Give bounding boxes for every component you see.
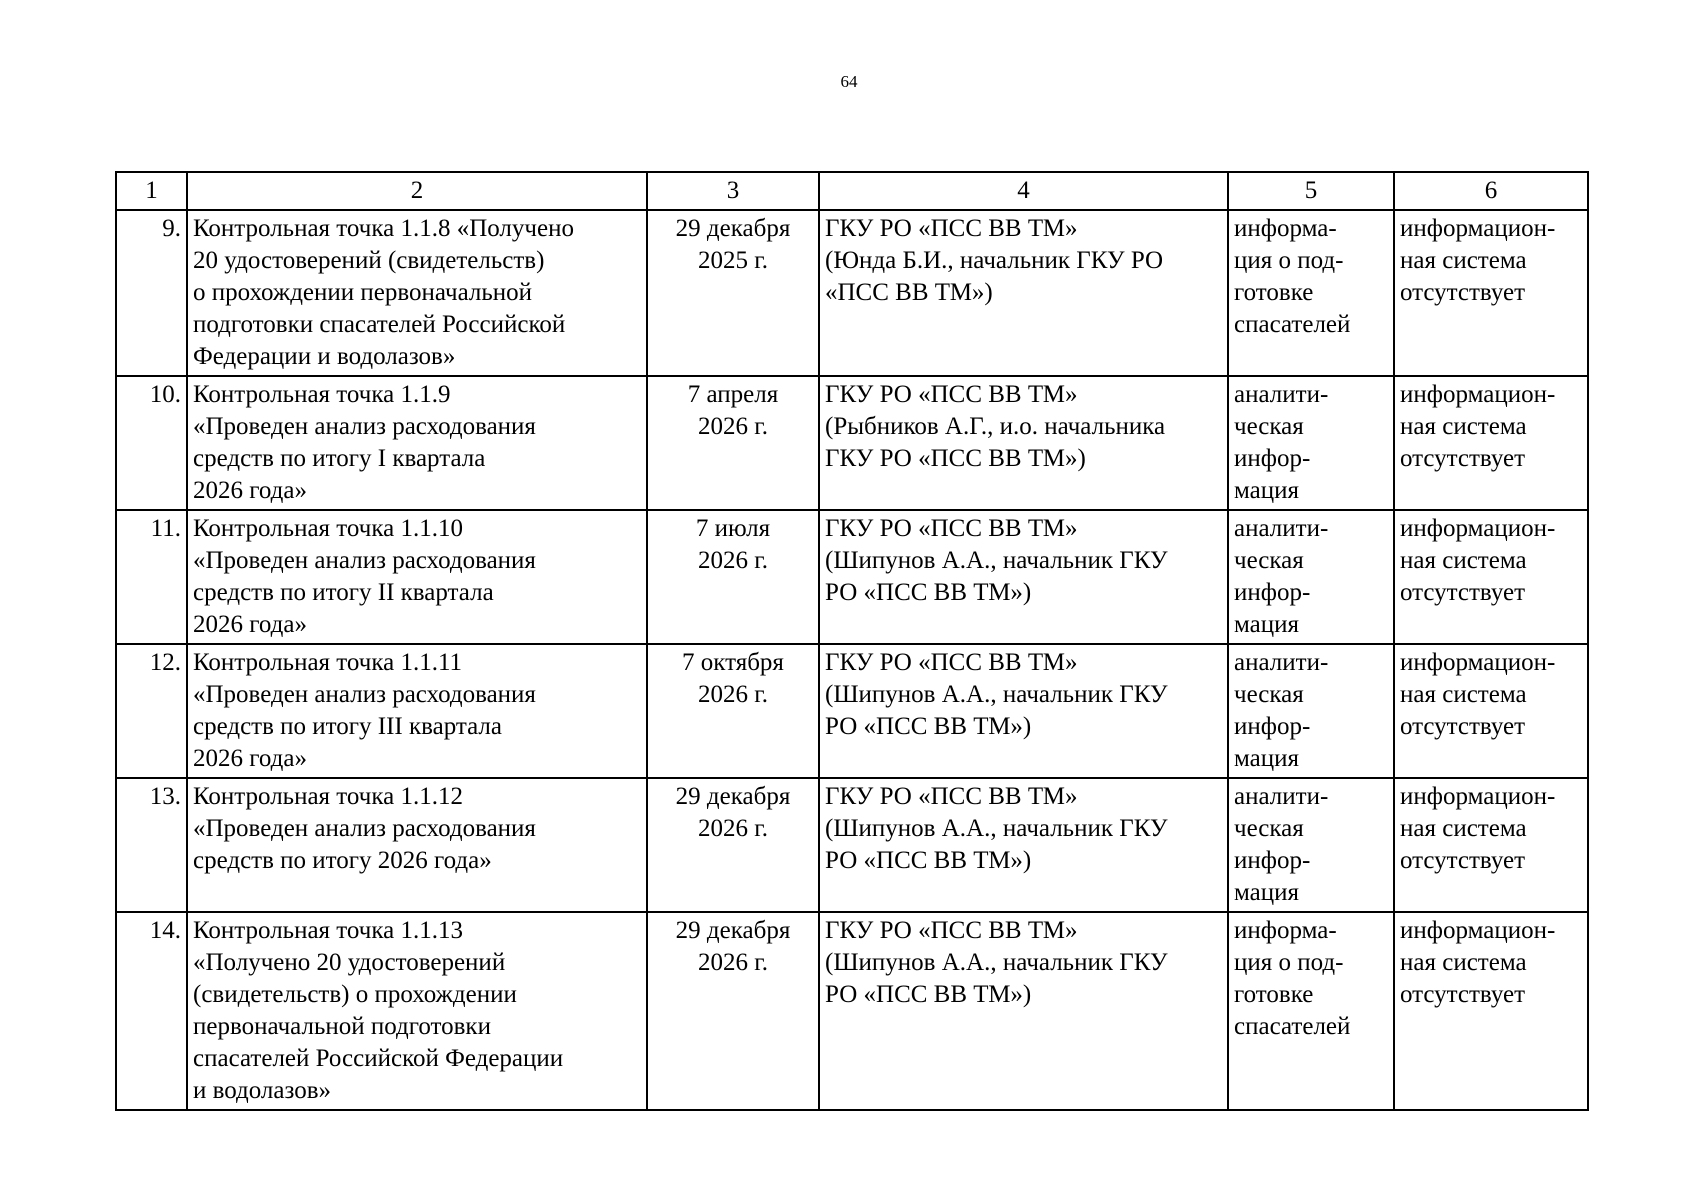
cell-line: (Шипунов А.А., начальник ГКУ	[825, 547, 1168, 574]
cell-line: информацион-	[1400, 515, 1556, 542]
cell-line: 2026 г.	[698, 547, 768, 574]
cell-line: «ПСС ВВ ТМ»)	[825, 279, 993, 306]
cell-line: 2026 года»	[193, 477, 307, 504]
cell-line: инфор-	[1234, 713, 1311, 740]
info-system-cell	[1394, 510, 1588, 644]
cell-line: аналити-	[1234, 381, 1329, 408]
cell-line: отсутствует	[1400, 445, 1526, 472]
cell-line: РО «ПСС ВВ ТМ»)	[825, 847, 1032, 874]
cell-line: отсутствует	[1400, 847, 1526, 874]
checkpoint-title-cell	[187, 210, 647, 376]
cell-line: информацион-	[1400, 381, 1556, 408]
cell-line: мация	[1234, 611, 1300, 638]
cell-line: РО «ПСС ВВ ТМ»)	[825, 713, 1032, 740]
cell-line: ГКУ РО «ПСС ВВ ТМ»	[825, 215, 1078, 242]
row-number-cell: 11.	[116, 510, 187, 644]
cell-line: РО «ПСС ВВ ТМ»)	[825, 981, 1032, 1008]
cell-line: (свидетельств) о прохождении	[193, 981, 517, 1008]
cell-line: информа-	[1234, 917, 1337, 944]
cell-line: инфор-	[1234, 445, 1311, 472]
info-system-cell	[1394, 210, 1588, 376]
document-type-cell	[1228, 912, 1394, 1110]
cell-line: ГКУ РО «ПСС ВВ ТМ»	[825, 649, 1078, 676]
cell-line: 20 удостоверений (свидетельств)	[193, 247, 545, 274]
cell-line: отсутствует	[1400, 279, 1526, 306]
cell-line: ная система	[1400, 949, 1527, 976]
info-system-cell	[1394, 912, 1588, 1110]
cell-line: Контрольная точка 1.1.8 «Получено	[193, 215, 574, 242]
column-header: 5	[1228, 172, 1394, 210]
cell-line: Контрольная точка 1.1.10	[193, 515, 463, 542]
cell-line: ГКУ РО «ПСС ВВ ТМ»	[825, 515, 1078, 542]
cell-line: ГКУ РО «ПСС ВВ ТМ»	[825, 917, 1078, 944]
deadline-cell	[647, 644, 819, 778]
cell-line: 29 декабря	[675, 783, 791, 810]
cell-line: спасателей	[1234, 1013, 1351, 1040]
cell-line: Контрольная точка 1.1.13	[193, 917, 463, 944]
cell-line: отсутствует	[1400, 713, 1526, 740]
cell-line: ГКУ РО «ПСС ВВ ТМ»	[825, 381, 1078, 408]
cell-line: информа-	[1234, 215, 1337, 242]
table-body	[116, 210, 1588, 1110]
document-type-cell	[1228, 778, 1394, 912]
column-header: 4	[819, 172, 1228, 210]
cell-line: готовке	[1234, 279, 1314, 306]
cell-line: мация	[1234, 745, 1300, 772]
cell-line: (Шипунов А.А., начальник ГКУ	[825, 681, 1168, 708]
cell-line: информацион-	[1400, 917, 1556, 944]
cell-line: средств по итогу II квартала	[193, 579, 494, 606]
cell-line: о прохождении первоначальной	[193, 279, 533, 306]
deadline-cell	[647, 912, 819, 1110]
table-row	[116, 912, 1588, 1110]
responsible-cell	[819, 778, 1228, 912]
responsible-cell	[819, 510, 1228, 644]
cell-line: ция о под-	[1234, 247, 1344, 274]
cell-line: 7 октября	[682, 649, 784, 676]
table-row	[116, 210, 1588, 376]
cell-line: средств по итогу III квартала	[193, 713, 502, 740]
cell-line: информацион-	[1400, 649, 1556, 676]
cell-line: Контрольная точка 1.1.11	[193, 649, 463, 676]
row-number-cell: 13.	[116, 778, 187, 912]
cell-line: средств по итогу I квартала	[193, 445, 486, 472]
cell-line: мация	[1234, 477, 1300, 504]
cell-line: информацион-	[1400, 783, 1556, 810]
checkpoint-title-cell	[187, 644, 647, 778]
cell-line: (Юнда Б.И., начальник ГКУ РО	[825, 247, 1164, 274]
cell-line: ческая	[1234, 547, 1304, 574]
cell-line: ная система	[1400, 681, 1527, 708]
cell-line: 29 декабря	[675, 917, 791, 944]
table-row	[116, 778, 1588, 912]
table-row	[116, 644, 1588, 778]
cell-line: информацион-	[1400, 215, 1556, 242]
deadline-cell	[647, 510, 819, 644]
deadline-cell	[647, 210, 819, 376]
table-row	[116, 376, 1588, 510]
document-type-cell	[1228, 644, 1394, 778]
table-row	[116, 510, 1588, 644]
cell-line: 2026 г.	[698, 815, 768, 842]
info-system-cell	[1394, 376, 1588, 510]
deadline-cell	[647, 376, 819, 510]
cell-line: ная система	[1400, 547, 1527, 574]
cell-line: ная система	[1400, 247, 1527, 274]
document-type-cell	[1228, 510, 1394, 644]
cell-line: Федерации и водолазов»	[193, 343, 456, 370]
checkpoint-title-cell	[187, 778, 647, 912]
cell-line: отсутствует	[1400, 981, 1526, 1008]
cell-line: 2026 г.	[698, 681, 768, 708]
cell-line: первоначальной подготовки	[193, 1013, 491, 1040]
cell-line: средств по итогу 2026 года»	[193, 847, 492, 874]
cell-line: ная система	[1400, 815, 1527, 842]
cell-line: ческая	[1234, 815, 1304, 842]
page-number: 64	[840, 72, 858, 91]
column-header: 6	[1394, 172, 1588, 210]
cell-line: 2026 года»	[193, 611, 307, 638]
cell-line: подготовки спасателей Российской	[193, 311, 566, 338]
info-system-cell	[1394, 778, 1588, 912]
cell-line: отсутствует	[1400, 579, 1526, 606]
column-header: 3	[647, 172, 819, 210]
cell-line: ческая	[1234, 681, 1304, 708]
row-number-cell: 12.	[116, 644, 187, 778]
cell-line: аналити-	[1234, 783, 1329, 810]
cell-line: ная система	[1400, 413, 1527, 440]
checkpoint-title-cell	[187, 376, 647, 510]
column-header: 2	[187, 172, 647, 210]
cell-line: инфор-	[1234, 579, 1311, 606]
cell-line: и водолазов»	[193, 1077, 332, 1104]
row-number-cell: 9.	[116, 210, 187, 376]
cell-line: 2026 г.	[698, 949, 768, 976]
header-row	[116, 172, 1588, 210]
cell-line: «Получено 20 удостоверений	[193, 949, 506, 976]
cell-line: 2026 года»	[193, 745, 307, 772]
info-system-cell	[1394, 644, 1588, 778]
responsible-cell	[819, 376, 1228, 510]
cell-line: аналити-	[1234, 649, 1329, 676]
column-header: 1	[116, 172, 187, 210]
cell-line: (Шипунов А.А., начальник ГКУ	[825, 949, 1168, 976]
checkpoint-title-cell	[187, 510, 647, 644]
responsible-cell	[819, 644, 1228, 778]
cell-line: РО «ПСС ВВ ТМ»)	[825, 579, 1032, 606]
row-number-cell: 14.	[116, 912, 187, 1110]
cell-line: 29 декабря	[675, 215, 791, 242]
cell-line: ГКУ РО «ПСС ВВ ТМ»)	[825, 445, 1086, 472]
document-type-cell	[1228, 376, 1394, 510]
cell-line: готовке	[1234, 981, 1314, 1008]
checkpoint-title-cell	[187, 912, 647, 1110]
cell-line: Контрольная точка 1.1.12	[193, 783, 463, 810]
cell-line: «Проведен анализ расходования	[193, 413, 536, 440]
document-type-cell	[1228, 210, 1394, 376]
cell-line: ция о под-	[1234, 949, 1344, 976]
cell-line: «Проведен анализ расходования	[193, 681, 536, 708]
cell-line: ГКУ РО «ПСС ВВ ТМ»	[825, 783, 1078, 810]
responsible-cell	[819, 210, 1228, 376]
cell-line: 7 июля	[695, 515, 771, 542]
deadline-cell	[647, 778, 819, 912]
cell-line: Контрольная точка 1.1.9	[193, 381, 451, 408]
cell-line: 7 апреля	[687, 381, 779, 408]
cell-line: 2025 г.	[698, 247, 768, 274]
control-points-table	[115, 171, 1589, 1111]
cell-line: спасателей	[1234, 311, 1351, 338]
row-number-cell: 10.	[116, 376, 187, 510]
cell-line: «Проведен анализ расходования	[193, 815, 536, 842]
cell-line: (Шипунов А.А., начальник ГКУ	[825, 815, 1168, 842]
responsible-cell	[819, 912, 1228, 1110]
cell-line: спасателей Российской Федерации	[193, 1045, 564, 1072]
cell-line: 2026 г.	[698, 413, 768, 440]
cell-line: инфор-	[1234, 847, 1311, 874]
cell-line: ческая	[1234, 413, 1304, 440]
cell-line: аналити-	[1234, 515, 1329, 542]
cell-line: «Проведен анализ расходования	[193, 547, 536, 574]
cell-line: мация	[1234, 879, 1300, 906]
cell-line: (Рыбников А.Г., и.о. начальника	[825, 413, 1166, 440]
